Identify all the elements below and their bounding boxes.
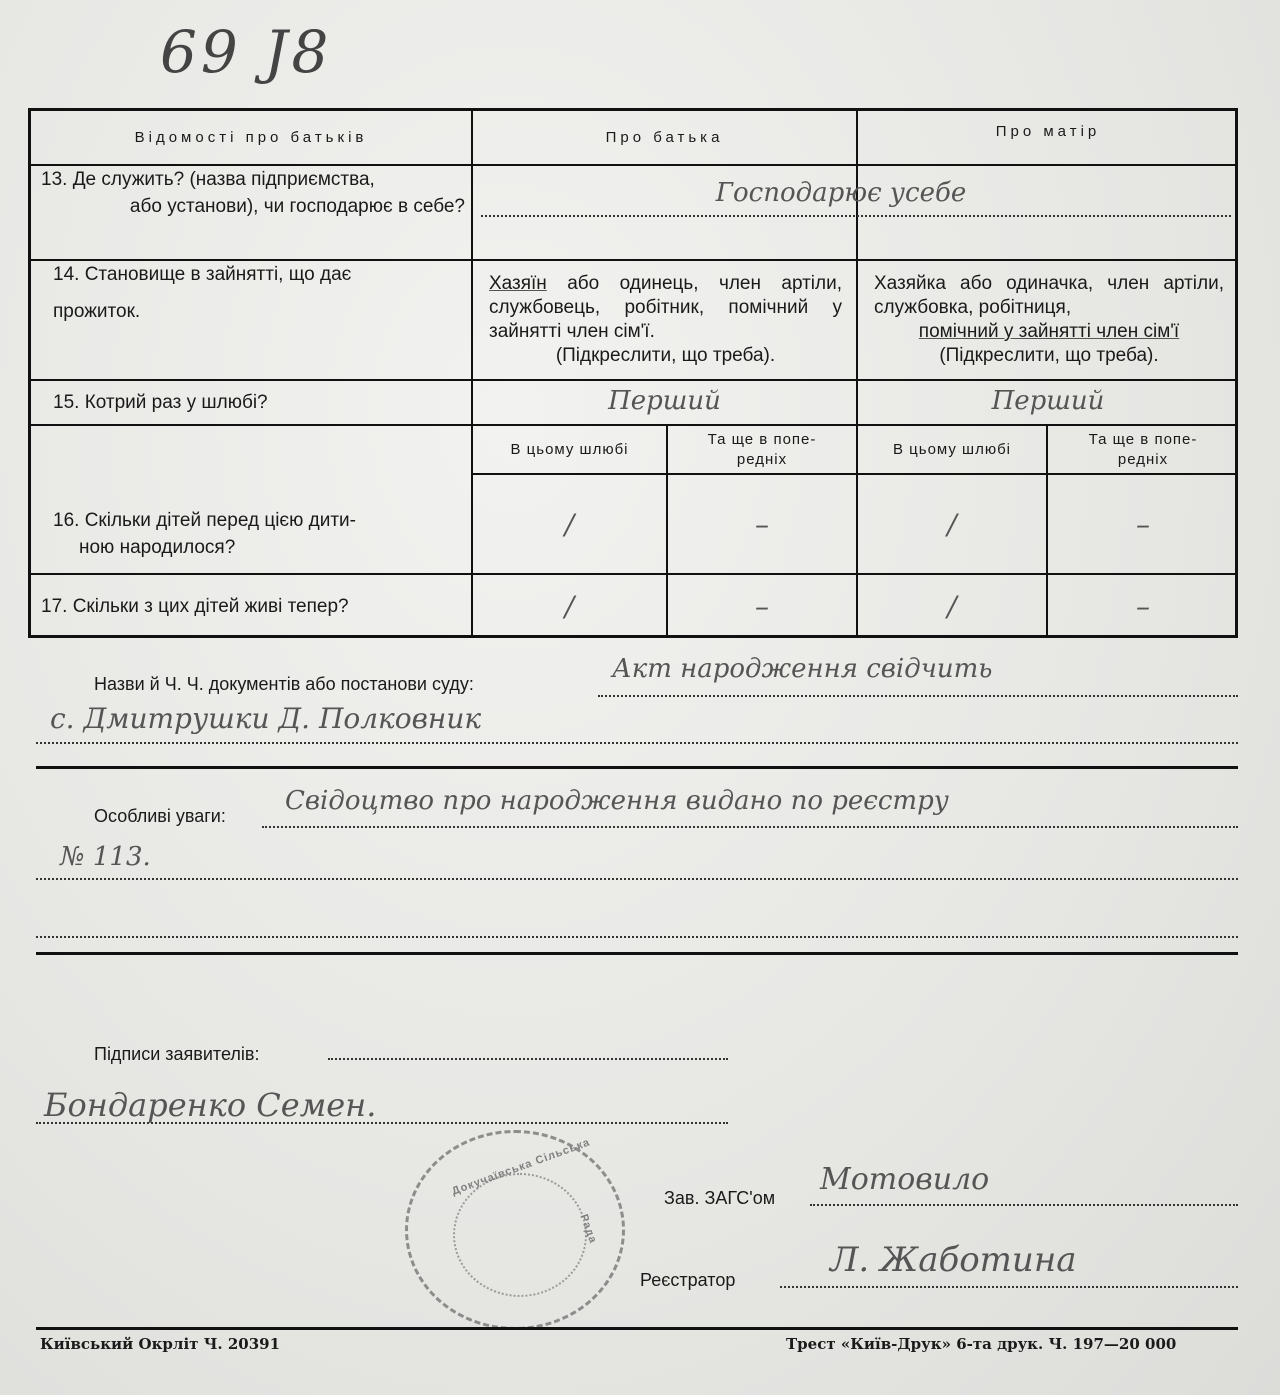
signature-line-1 — [328, 1058, 728, 1060]
q16-father-previous: – — [755, 507, 769, 541]
archive-number: 69 J8 — [160, 18, 333, 86]
registrar-signature: Л. Жаботина — [830, 1240, 1077, 1280]
official-stamp: Докучаївська Сільська Рада — [405, 1130, 625, 1330]
answer-13: Господарює усебе — [715, 178, 967, 208]
notes-line-1 — [262, 826, 1238, 828]
documents-label: Назви й Ч. Ч. документів або постанови суду: — [94, 674, 474, 694]
notes-value-2: № 113. — [60, 842, 151, 872]
applicant-signature: Бондаренко Семен. — [44, 1086, 377, 1124]
registrar-label: Реєстратор — [640, 1270, 736, 1290]
subheader-mother-this-marriage: В цьому шлюбі — [892, 440, 1012, 458]
q17-mother-this: / — [947, 590, 957, 623]
parents-info-table — [28, 108, 1238, 638]
notes-line-3 — [36, 936, 1238, 938]
q17-mother-previous: – — [1136, 590, 1150, 623]
selected-option: Хазяїн — [489, 273, 547, 294]
father-marriage-count: Перший — [608, 385, 721, 416]
header-father: Про батька — [605, 129, 724, 146]
documents-value-2: с. Дмитрушки Д. Полковник — [50, 702, 482, 735]
mother-marriage-count: Перший — [991, 385, 1105, 416]
question-14: 14. Становище в зайнятті, що дає прожиток. — [53, 264, 352, 322]
question-17: 17. Скільки з цих дітей живі тепер? — [41, 596, 349, 617]
signatures-label: Підписи заявителів: — [94, 1044, 260, 1064]
head-of-registry-label: Зав. ЗАГС'ом — [664, 1188, 776, 1208]
subheader-father-this-marriage: В цьому шлюбі — [510, 440, 629, 458]
q16-father-this: / — [564, 507, 575, 541]
header-mother: Про матір — [995, 122, 1101, 140]
q17-father-this: / — [564, 590, 575, 623]
q16-mother-previous: – — [1136, 507, 1150, 541]
registrar-signature-line — [780, 1286, 1238, 1288]
question-16: 16. Скільки дітей перед цією дити- ною народилося? — [53, 510, 356, 558]
footer-left: Київський Окрліт Ч. 20391 — [40, 1335, 281, 1353]
footer-right: Трест «Київ-Друк» 6-та друк. Ч. 197—20 000 — [786, 1335, 1177, 1353]
notes-label: Особливі уваги: — [94, 806, 226, 826]
q17-father-previous: – — [755, 590, 769, 623]
notes-line-2 — [36, 878, 1238, 880]
footer-divider — [36, 1327, 1238, 1330]
notes-value-1: Свідоцтво про народження видано по реєстру — [285, 786, 949, 816]
q16-mother-this: / — [947, 507, 957, 541]
selected-option: помічний у зайнятті член сім'ї — [918, 321, 1180, 342]
subheader-mother-previous: Та ще в попе-редніх — [1088, 430, 1198, 468]
answer-line — [481, 215, 1231, 217]
documents-value-1: Акт народження свідчить — [612, 654, 993, 684]
header-parents-info: Відомості про батьків — [134, 129, 368, 146]
head-signature: Мотовило — [820, 1162, 990, 1197]
section-divider — [36, 952, 1238, 955]
stamp-emblem-icon — [453, 1173, 587, 1297]
section-divider — [36, 766, 1238, 769]
question-13: 13. Де служить? (назва підприємства, або установи), чи господарює в себе? — [41, 169, 465, 217]
subheader-father-previous: Та ще в попе-редніх — [707, 430, 817, 468]
documents-line-1 — [598, 695, 1238, 697]
documents-line-2 — [36, 742, 1238, 744]
mother-occupation-options: Хазяйка або одиначка, член артіли, службовка, робітниця, помічний у зайнятті член сім'ї (Підкреслити, що треба). — [874, 273, 1224, 366]
head-signature-line — [810, 1204, 1238, 1206]
question-15: 15. Котрий раз у шлюбі? — [53, 392, 268, 413]
father-occupation-options: Хазяїн або одинець, член артіли, службовець, робітник, помічний у зайнятті член сім'ї. (Підкреслити, що треба). — [489, 273, 842, 366]
